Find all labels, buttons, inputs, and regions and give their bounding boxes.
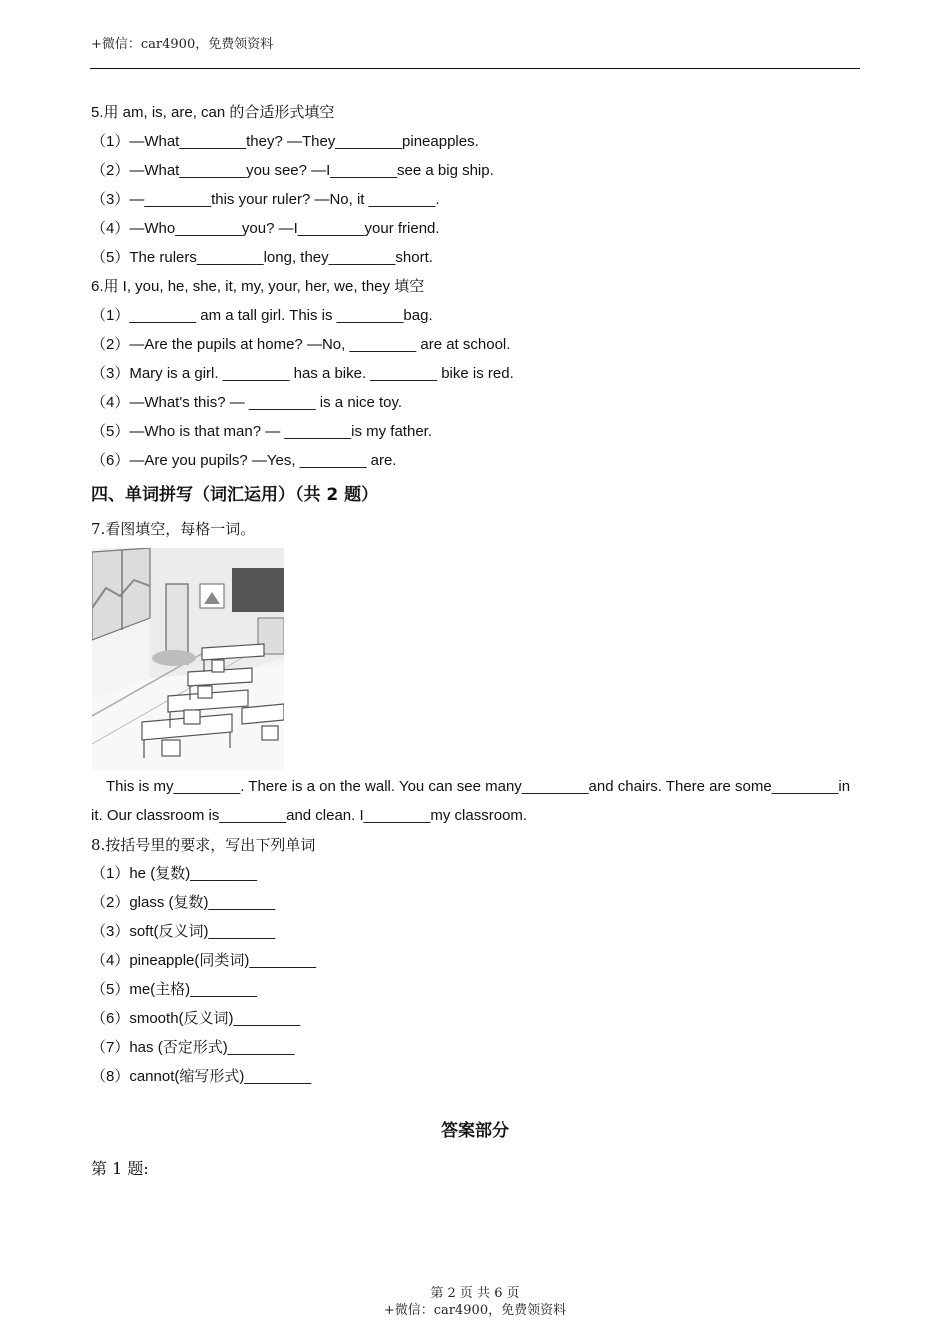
q6-item-5: （5）—Who is that man? — ________is my father. [91,423,432,440]
q8-item-4: （4）pineapple(同类词)________ [91,952,317,969]
q6-title: 6.用 I, you, he, she, it, my, your, her, we, they 填空 [91,278,425,295]
q8-item-1: （1）he (复数)________ [91,865,257,882]
q6-item-4: （4）—What's this? — ________ is a nice toy. [91,394,403,411]
q7-title: 7.看图填空，每格一词。 [91,520,256,538]
q7-paragraph-line-1: This is my________. There is a on the wall. You can see many________and chairs. There are some________in [106,778,851,795]
q6-item-1: （1）________ am a tall girl. This is ________bag. [91,307,433,324]
q6-item-3: （3）Mary is a girl. ________ has a bike. ________ bike is red. [91,365,514,382]
q8-title: 8.按括号里的要求，写出下列单词 [91,836,316,854]
q7-paragraph-line-2: it. Our classroom is________and clean. I________my classroom. [91,807,528,824]
q8-item-2: （2）glass (复数)________ [91,894,276,911]
q5-item-5: （5）The rulers________long, they________short. [91,249,433,266]
header-divider [90,68,860,69]
q5-item-2: （2）—What________you see? —I________see a big ship. [91,162,494,179]
q8-item-5: （5）me(主格)________ [91,981,257,998]
q6-item-6: （6）—Are you pupils? —Yes, ________ are. [91,452,397,469]
q5-title: 5.用 am, is, are, can 的合适形式填空 [91,104,335,121]
answers-title: 答案部分 [441,1121,509,1141]
section-title: 四、单词拼写（词汇运用）（共 2 题） [91,485,379,505]
q5-item-3: （3）—________this your ruler? —No, it ________. [91,191,440,208]
classroom-picture [92,548,284,770]
header-text: +微信：car4900，免费领资料 [91,37,274,52]
q8-item-8: （8）cannot(缩写形式)________ [91,1068,312,1085]
q5-item-1: （1）—What________they? —They________pineapples. [91,133,479,150]
q8-item-3: （3）soft(反义词)________ [91,923,276,940]
q5-item-4: （4）—Who________you? —I________your friend. [91,220,440,237]
answer-1-label: 第 1 题: [91,1159,149,1178]
footer-text: +微信：car4900，免费领资料 [383,1303,567,1318]
q6-item-2: （2）—Are the pupils at home? —No, ________ are at school. [91,336,511,353]
page-number: 第 2 页 共 6 页 [430,1286,520,1301]
q8-item-6: （6）smooth(反义词)________ [91,1010,301,1027]
q8-item-7: （7）has (否定形式)________ [91,1039,295,1056]
